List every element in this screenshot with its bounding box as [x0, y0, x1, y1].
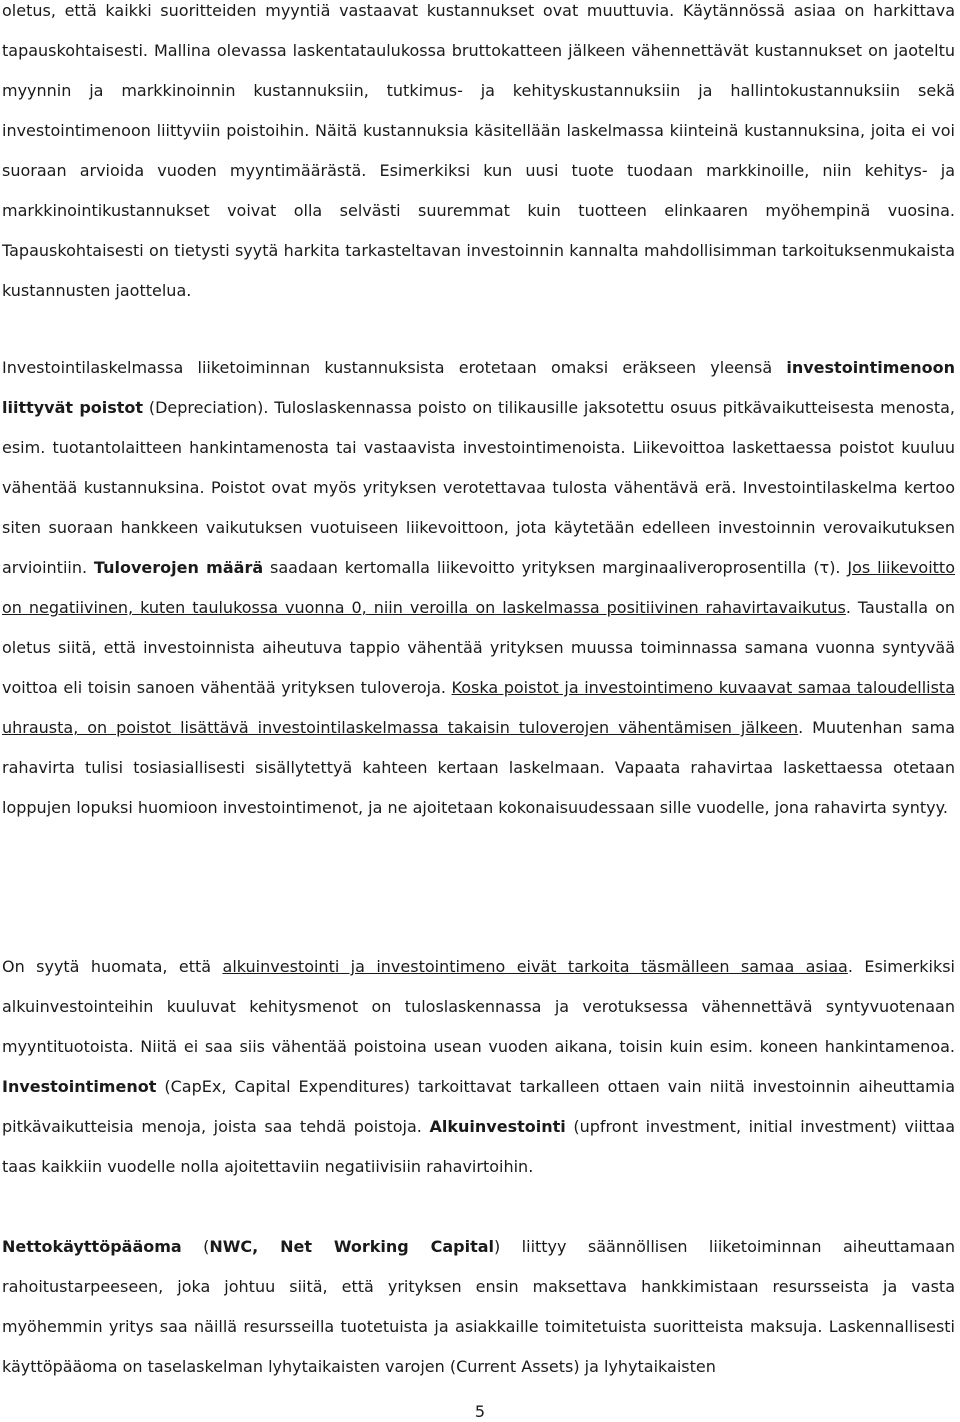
text-run: On syytä huomata, että	[2, 957, 223, 976]
bold-term: Nettokäyttöpääoma	[2, 1237, 182, 1256]
bold-term: Alkuinvestointi	[429, 1117, 566, 1136]
text-run: ) liittyy säännöllisen liiketoiminnan aiheuttamaan rahoitustarpeeseen, joka johtuu siitä, että yrityksen ensin maksettava hankkimistaan resursseista ja vasta myöhemmin yritys saa näillä resursseilla tuotetuista ja asiakkaille toimitetuista suoritteista maksuja. Laskennallisesti käyttöpääoma on taselaskelman lyhytaikaisten varojen (Current Assets) ja lyhytaikaisten	[2, 1237, 956, 1376]
text-run: (CapEx, Capital Expenditures) tarkoittavat tarkalleen ottaen vain niitä investoinnin aiheuttamia pitkävaikutteisia menoja, joista saa tehdä poistoja.	[2, 1077, 955, 1136]
underlined-text: Jos liikevoitto on negatiivinen, kuten taulukossa vuonna 0, niin veroilla on laskelmassa positiivinen rahavirtavaikutus	[2, 558, 955, 617]
text-run: . Muutenhan sama rahavirta tulisi tosiasiallisesti sisällytettyä kahteen kertaan laskelmaan. Vapaata rahavirtaa laskettaessa otetaan loppujen lopuksi huomioon investointimenot, ja ne ajoitetaan kokonaisuudessaan sille vuodelle, jona rahavirta syntyy.	[2, 718, 955, 817]
text-run: (upfront investment, initial investment) viittaa taas kaikkiin vuodelle nolla ajoitettaviin negatiivisiin rahavirtoihin.	[2, 1117, 956, 1176]
paragraph-net-working-capital	[2, 1227, 955, 1387]
paragraph-depreciation	[2, 348, 955, 828]
text-run: (Depreciation). Tuloslaskennassa poisto on tilikausille jaksotettu osuus pitkävaikutteisesta menosta, esim. tuotantolaitteen hankintamenosta tai vastaavista investointimenoista. Liikevoittoa laskettaessa poistot kuuluu vähentää kustannuksina. Poistot ovat myös yrityksen verotettavaa tulosta vähentävä erä. Investointilaskelma kertoo siten suoraan hankkeen vaikutuksen vuotuiseen liikevoittoon, jota käytetään edelleen investoinnin verovaikutuksen arviointiin.	[2, 398, 955, 577]
bold-term: Investointimenot	[2, 1077, 157, 1096]
underlined-text: Koska poistot ja investointimeno kuvaavat samaa taloudellista uhrausta, on poistot lisättävä investointilaskelmassa takaisin tuloverojen vähentämisen jälkeen	[2, 678, 955, 737]
underlined-text: alkuinvestointi ja investointimeno eivät tarkoita täsmälleen samaa asiaa	[222, 957, 848, 976]
text-run: Investointilaskelmassa liiketoiminnan kustannuksista erotetaan omaksi eräkseen yleensä	[2, 358, 787, 377]
bold-term: investointimenoon liittyvät poistot	[2, 358, 955, 417]
bold-term: NWC, Net Working Capital	[209, 1237, 495, 1256]
bold-term: Tuloverojen määrä	[93, 558, 264, 577]
page-number: 5	[474, 1402, 486, 1421]
text-run: . Esimerkiksi alkuinvestointeihin kuuluvat kehitysmenot on tuloslaskennassa ja verotuksessa vähennettävä syntyvuotenaan myyntituotoista. Niitä ei saa siis vähentää poistoina usean vuoden aikana, toisin kuin esim. koneen hankintamenoa.	[2, 957, 956, 1056]
paragraph-cost-classification	[2, 0, 955, 311]
text-run: . Taustalla on oletus siitä, että investoinnista aiheutuva tappio vähentää yrityksen muussa toiminnassa samana vuonna syntyvää voittoa eli toisin sanoen vähentää yrityksen tuloveroja.	[2, 598, 955, 697]
text-run: oletus, että kaikki suoritteiden myyntiä vastaavat kustannukset ovat muuttuvia. Käytännössä asiaa on harkittava tapauskohtaisesti. Mallina olevassa laskentataulukossa bruttokatteen jälkeen vähennettävät kustannukset on jaoteltu myynnin ja markkinoinnin kustannuksiin, tutkimus- ja kehityskustannuksiin ja hallintokustannuksiin sekä investointimenoon liittyviin poistoihin. Näitä kustannuksia käsitellään laskelmassa kiinteinä kustannuksina, joita ei voi suoraan arvioida vuoden myyntimäärästä. Esimerkiksi kun uusi tuote tuodaan markkinoille, niin kehitys- ja markkinointikustannukset voivat olla selvästi suuremmat kuin tuotteen elinkaaren myöhempinä vuosina. Tapauskohtaisesti on tietysti syytä harkita tarkasteltavan investoinnin kannalta mahdollisimman tarkoituksenmukaista kustannusten jaottelua.	[2, 1, 955, 300]
text-run: (	[181, 1237, 210, 1256]
text-run: saadaan kertomalla liikevoitto yrityksen marginaaliveroprosentilla (τ).	[263, 558, 848, 577]
paragraph-capex	[2, 947, 955, 1187]
